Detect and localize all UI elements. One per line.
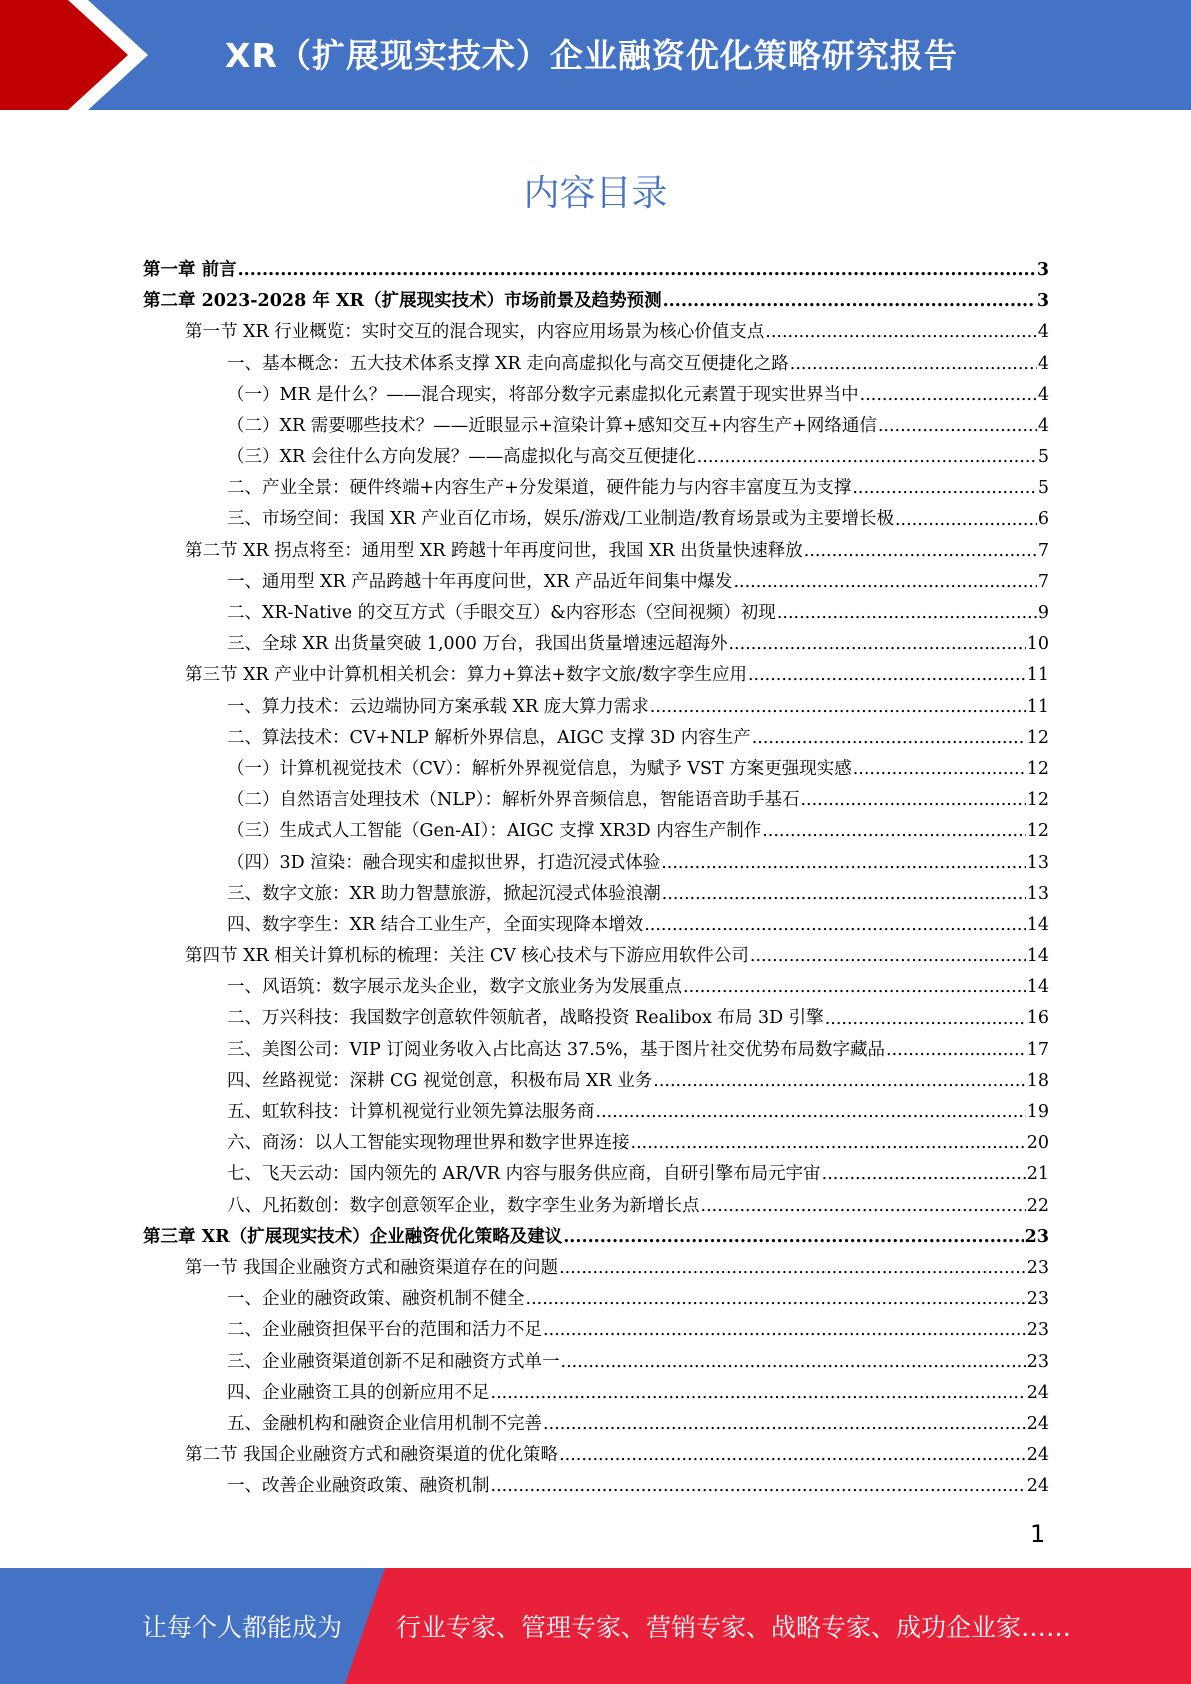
toc-entry-title: 一、基本概念：五大技术体系支撑 XR 走向高虚拟化与高交互便捷化之路 (227, 353, 789, 374)
toc-entry-page: 4 (1037, 415, 1049, 436)
toc-leader-dots (762, 816, 1025, 847)
toc-entry-page: 21 (1026, 1164, 1049, 1185)
toc-entry-page: 23 (1026, 1320, 1049, 1341)
toc-entry[interactable] (143, 972, 1049, 1003)
report-title: XR（扩展现实技术）企业融资优化策略研究报告 (225, 36, 958, 75)
toc-leader-dots (491, 1471, 1026, 1502)
toc-leader-dots (800, 785, 1025, 816)
toc-entry-title: 一、通用型 XR 产品跨越十年再度问世，XR 产品近年间集中爆发 (227, 571, 733, 592)
toc-entry[interactable] (143, 1440, 1049, 1471)
toc-entry-title: 第四节 XR 相关计算机标的梳理：关注 CV 核心技术与下游应用软件公司 (185, 946, 749, 967)
toc-entry[interactable] (143, 816, 1049, 847)
toc-entry[interactable] (143, 1191, 1049, 1222)
toc-leader-dots (238, 255, 1036, 286)
toc-entry-title: 第一节 XR 行业概览：实时交互的混合现实，内容应用场景为核心价值支点 (185, 322, 765, 343)
toc-entry-page: 4 (1037, 384, 1049, 405)
toc-entry[interactable] (143, 1222, 1049, 1253)
toc-leader-dots (701, 1191, 1026, 1222)
toc-leader-dots (750, 941, 1026, 972)
toc-entry-page: 14 (1026, 914, 1049, 935)
toc-entry-title: 六、商汤：以人工智能实现物理世界和数字世界连接 (227, 1133, 630, 1154)
toc-leader-dots (663, 286, 1036, 317)
toc-entry-title: 第二章 2023-2028 年 XR（扩展现实技术）市场前景及趋势预测 (143, 291, 662, 312)
toc-leader-dots (895, 505, 1037, 536)
toc-entry-title: 一、风语筑：数字展示龙头企业，数字文旅业务为发展重点 (227, 977, 682, 998)
toc-entry-page: 23 (1026, 1257, 1049, 1278)
toc-entry[interactable] (143, 411, 1049, 442)
toc-entry-title: 八、凡拓数创：数字创意领军企业，数字孪生业务为新增长点 (227, 1195, 700, 1216)
toc-leader-dots (526, 1284, 1026, 1315)
toc-entry-title: 二、企业融资担保平台的范围和活力不足 (227, 1320, 542, 1341)
toc-entry[interactable] (143, 1159, 1049, 1190)
toc-entry[interactable] (143, 505, 1049, 536)
toc-leader-dots (825, 1004, 1026, 1035)
toc-entry-page: 24 (1026, 1413, 1049, 1434)
toc-entry[interactable] (143, 380, 1049, 411)
toc-leader-dots (563, 1222, 1023, 1253)
footer-slogan: 让每个人都能成为 (142, 1613, 343, 1642)
toc-entry-page: 13 (1026, 883, 1049, 904)
toc-heading: 内容目录 (523, 173, 668, 214)
toc-leader-dots (543, 1315, 1026, 1346)
toc-leader-dots (860, 380, 1037, 411)
toc-leader-dots (790, 349, 1037, 380)
toc-entry[interactable] (143, 629, 1049, 660)
toc-entry[interactable] (143, 848, 1049, 879)
toc-entry-page: 20 (1026, 1133, 1049, 1154)
toc-entry[interactable] (143, 1004, 1049, 1035)
toc-leader-dots (752, 723, 1026, 754)
toc-entry[interactable] (143, 255, 1049, 286)
toc-entry-title: 一、改善企业融资政策、融资机制 (227, 1476, 490, 1497)
toc-entry[interactable] (143, 1347, 1049, 1378)
toc-entry-title: 三、全球 XR 出货量突破 1,000 万台，我国出货量增速远超海外 (227, 634, 728, 655)
toc-entry-title: 二、产业全景：硬件终端+内容生产+分发渠道，硬件能力与内容丰富度互为支撑 (227, 478, 852, 499)
toc-entry-title: 二、XR-Native 的交互方式（手眼交互）&内容形态（空间视频）初现 (227, 603, 776, 624)
toc-entry-title: 一、算力技术：云边端协同方案承载 XR 庞大算力需求 (227, 696, 649, 717)
toc-entry[interactable] (143, 879, 1049, 910)
toc-entry-page: 19 (1026, 1102, 1049, 1123)
toc-entry[interactable] (143, 442, 1049, 473)
toc-entry-title: 三、数字文旅：XR 助力智慧旅游，掀起沉浸式体验浪潮 (227, 883, 661, 904)
toc-entry[interactable] (143, 1284, 1049, 1315)
toc-leader-dots (852, 473, 1037, 504)
toc-entry-title: 五、金融机构和融资企业信用机制不完善 (227, 1413, 542, 1434)
toc-entry-page: 5 (1037, 478, 1049, 499)
toc-entry-title: 一、企业的融资政策、融资机制不健全 (227, 1289, 525, 1310)
toc-entry-title: 四、企业融资工具的创新应用不足 (227, 1382, 490, 1403)
toc-entry[interactable] (143, 286, 1049, 317)
toc-leader-dots (777, 598, 1037, 629)
toc-entry[interactable] (143, 1097, 1049, 1128)
footer-roles: 行业专家、管理专家、营销专家、战略专家、成功企业家…… (396, 1613, 1072, 1642)
toc-leader-dots (644, 910, 1026, 941)
toc-entry-page: 11 (1026, 665, 1049, 686)
header-chevron-icon (0, 0, 150, 110)
toc-entry-title: 第二节 我国企业融资方式和融资渠道的优化策略 (185, 1445, 559, 1466)
toc-entry-title: 四、丝路视觉：深耕 CG 视觉创意，积极布局 XR 业务 (227, 1070, 653, 1091)
toc-leader-dots (559, 1440, 1026, 1471)
toc-entry-page: 18 (1026, 1070, 1049, 1091)
toc-entry-page: 22 (1026, 1195, 1049, 1216)
header-band (0, 0, 1191, 110)
toc-entry-title: （二）自然语言处理技术（NLP）：解析外界音频信息，智能语音助手基石 (227, 790, 800, 811)
toc-entry[interactable] (143, 317, 1049, 348)
toc-entry[interactable] (143, 1066, 1049, 1097)
toc-entry-title: 第三节 XR 产业中计算机相关机会：算力+算法+数字文旅/数字孪生应用 (185, 665, 747, 686)
toc-leader-dots (765, 317, 1037, 348)
toc-entry-title: 四、数字孪生：XR 结合工业生产，全面实现降本增效 (227, 914, 644, 935)
toc-leader-dots (886, 1035, 1026, 1066)
toc-leader-dots (748, 660, 1026, 691)
toc-entry-title: （四）3D 渲染：融合现实和虚拟世界，打造沉浸式体验 (227, 852, 661, 873)
toc-entry-page: 23 (1026, 1289, 1049, 1310)
footer-band (0, 1568, 1191, 1684)
toc-entry[interactable] (143, 660, 1049, 691)
toc-entry-title: 七、飞天云动：国内领先的 AR/VR 内容与服务供应商，自研引擎布局元宇宙 (227, 1164, 821, 1185)
toc-entry-page: 14 (1026, 946, 1049, 967)
toc-leader-dots (596, 1097, 1026, 1128)
toc-entry-title: 第三章 XR（扩展现实技术）企业融资优化策略及建议 (143, 1226, 563, 1247)
toc-entry-title: 第二节 XR 拐点将至：通用型 XR 跨越十年再度问世，我国 XR 出货量快速释放 (185, 540, 803, 561)
toc-entry-page: 23 (1026, 1351, 1049, 1372)
toc-entry-page: 17 (1026, 1039, 1049, 1060)
toc-entry-page: 24 (1026, 1382, 1049, 1403)
toc-entry-page: 9 (1037, 603, 1049, 624)
table-of-contents (143, 255, 1049, 1503)
toc-leader-dots (878, 411, 1037, 442)
toc-leader-dots (853, 754, 1026, 785)
toc-entry-page: 3 (1036, 291, 1049, 312)
toc-leader-dots (683, 972, 1026, 1003)
toc-entry-page: 24 (1026, 1476, 1049, 1497)
toc-entry[interactable] (143, 1035, 1049, 1066)
toc-entry-page: 12 (1026, 727, 1049, 748)
toc-entry[interactable] (143, 536, 1049, 567)
toc-leader-dots (650, 692, 1026, 723)
toc-leader-dots (662, 879, 1026, 910)
toc-entry[interactable] (143, 754, 1049, 785)
toc-entry-page: 12 (1026, 790, 1049, 811)
toc-leader-dots (822, 1159, 1026, 1190)
toc-entry-title: 五、虹软科技：计算机视觉行业领先算法服务商 (227, 1102, 595, 1123)
toc-leader-dots (661, 848, 1025, 879)
toc-entry-page: 14 (1026, 977, 1049, 998)
toc-entry-page: 7 (1037, 571, 1049, 592)
toc-entry-title: （一）计算机视觉技术（CV）：解析外界视觉信息，为赋予 VST 方案更强现实感 (227, 758, 852, 779)
toc-leader-dots (561, 1347, 1026, 1378)
toc-entry[interactable] (143, 941, 1049, 972)
toc-leader-dots (543, 1409, 1026, 1440)
toc-entry-title: 第一节 我国企业融资方式和融资渠道存在的问题 (185, 1257, 559, 1278)
toc-entry[interactable] (143, 567, 1049, 598)
toc-entry-title: 二、算法技术：CV+NLP 解析外界信息，AIGC 支撑 3D 内容生产 (227, 727, 751, 748)
toc-entry-page: 10 (1026, 634, 1049, 655)
toc-entry[interactable] (143, 1378, 1049, 1409)
toc-entry-title: 第一章 前言 (143, 259, 237, 280)
toc-entry-title: （二）XR 需要哪些技术？——近眼显示+渲染计算+感知交互+内容生产+网络通信 (227, 415, 877, 436)
toc-leader-dots (804, 536, 1037, 567)
toc-entry-page: 12 (1026, 758, 1049, 779)
toc-leader-dots (631, 1128, 1026, 1159)
toc-entry[interactable] (143, 692, 1049, 723)
toc-entry-title: 三、市场空间：我国 XR 产业百亿市场，娱乐/游戏/工业制造/教育场景或为主要增长极 (227, 509, 894, 530)
toc-leader-dots (559, 1253, 1026, 1284)
toc-entry-title: （一）MR 是什么？——混合现实，将部分数字元素虚拟化元素置于现实世界当中 (227, 384, 859, 405)
toc-entry[interactable] (143, 1128, 1049, 1159)
toc-entry-title: 三、美图公司：VIP 订阅业务收入占比高达 37.5%，基于图片社交优势布局数字藏品 (227, 1039, 886, 1060)
toc-entry-page: 23 (1024, 1226, 1049, 1247)
toc-entry[interactable] (143, 1253, 1049, 1284)
toc-leader-dots (491, 1378, 1026, 1409)
toc-entry[interactable] (143, 473, 1049, 504)
toc-entry[interactable] (143, 785, 1049, 816)
toc-entry-page: 3 (1036, 259, 1049, 280)
toc-leader-dots (733, 567, 1036, 598)
toc-entry-page: 4 (1037, 353, 1049, 374)
toc-entry-page: 11 (1026, 696, 1049, 717)
toc-entry-page: 13 (1026, 852, 1049, 873)
toc-entry-page: 4 (1037, 322, 1049, 343)
toc-entry-page: 7 (1037, 540, 1049, 561)
toc-entry[interactable] (143, 723, 1049, 754)
toc-entry[interactable] (143, 1471, 1049, 1502)
toc-entry-page: 6 (1037, 509, 1049, 530)
toc-entry[interactable] (143, 1315, 1049, 1346)
toc-entry-title: （三）生成式人工智能（Gen-AI）：AIGC 支撑 XR3D 内容生产制作 (227, 821, 762, 842)
toc-entry-page: 24 (1026, 1445, 1049, 1466)
toc-entry-page: 12 (1026, 821, 1049, 842)
toc-entry[interactable] (143, 598, 1049, 629)
toc-entry-title: （三）XR 会往什么方向发展？——高虚拟化与高交互便捷化 (227, 447, 696, 468)
page-number: 1 (1030, 1520, 1046, 1548)
toc-entry-title: 三、企业融资渠道创新不足和融资方式单一 (227, 1351, 560, 1372)
toc-entry-page: 16 (1026, 1008, 1049, 1029)
toc-leader-dots (653, 1066, 1025, 1097)
toc-entry[interactable] (143, 1409, 1049, 1440)
toc-entry[interactable] (143, 349, 1049, 380)
toc-entry-page: 5 (1037, 447, 1049, 468)
toc-entry-title: 二、万兴科技：我国数字创意软件领航者，战略投资 Realibox 布局 3D 引擎 (227, 1008, 824, 1029)
toc-leader-dots (697, 442, 1037, 473)
toc-leader-dots (728, 629, 1025, 660)
toc-entry[interactable] (143, 910, 1049, 941)
